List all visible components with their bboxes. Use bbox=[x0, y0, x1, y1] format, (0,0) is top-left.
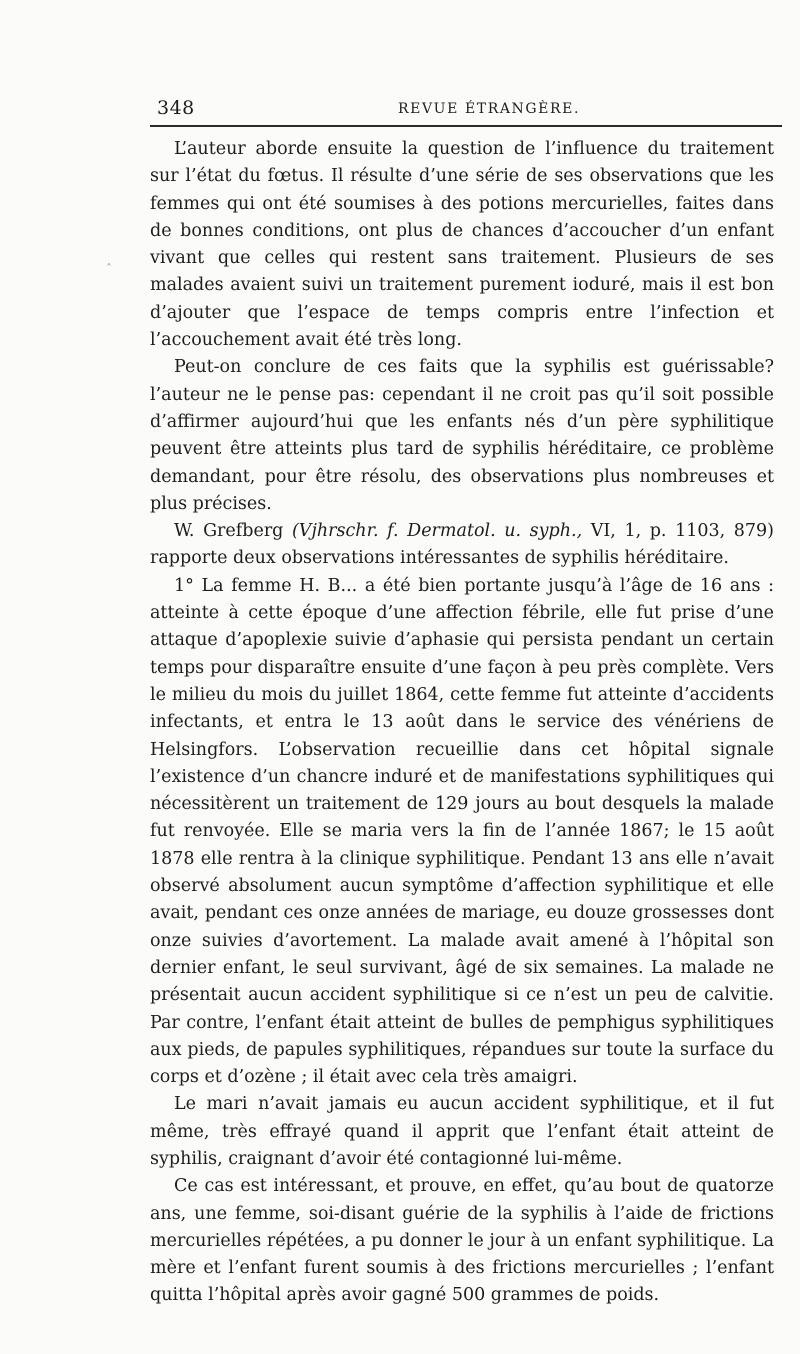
paragraph-curability: Peut-on conclure de ces faits que la syphilis est guérissable? l’auteur ne le pense pas: cependant il ne croit pas qu’il soit possible d’affirmer aujourd’hui que les enfants nés d’un père syphilitique peuvent être atteints plus tard de syphilis héréditaire, ce problème demandant, pour être résolu, des observations plus nombreuses et plus précises. bbox=[150, 357, 774, 514]
journal-title: REVUE ÉTRANGÈRE. bbox=[398, 101, 581, 117]
paragraph-conclusion: Ce cas est intéressant, et prouve, en effet, qu’au bout de quatorze ans, une femme, soi-disant guérie de la syphilis à l’aide de frictions mercurielles répétées, a pu donner le jour à un enfant syphilitique. La mère et l’enfant furent soumis à des frictions mercurielles ; l’enfant quitta l’hôpital après avoir gagné 500 grammes de poids. bbox=[150, 1176, 774, 1306]
running-head bbox=[150, 97, 782, 121]
citation-rest: VI, 1, p. 1103, 879) rapporte deux observations intéressantes de syphilis héréditaire. bbox=[150, 521, 775, 569]
page-number: 348 bbox=[157, 97, 195, 119]
paragraph-influence-treatment: L’auteur aborde ensuite la question de l’influence du traitement sur l’état du fœtus. Il résulte d’une série de ses observations que les femmes qui ont été soumises à des potions mercurielles, faites dans de bonnes conditions, ont plus de chances d’accoucher d’un enfant vivant que celles qui restent sans traitement. Plusieurs de ses malades avaient suivi un traitement purement ioduré, mais il est bon d’ajouter que l’espace de temps compris entre l’infection et l’accouchement avait été très long. bbox=[150, 139, 774, 351]
margin-mark: ˆ bbox=[106, 262, 112, 276]
header-rule bbox=[150, 125, 782, 127]
paragraph-grefberg bbox=[150, 518, 774, 573]
body-text bbox=[150, 136, 774, 1310]
paragraph-case-one: 1° La femme H. B... a été bien portante jusqu’à l’âge de 16 ans : atteinte à cette époque d’une affection fébrile, elle fut prise d’une attaque d’apoplexie suivie d’aphasie qui persista pendant un certain temps pour disparaître ensuite d’une façon à peu près complète. Vers le milieu du mois du juillet 1864, cette femme fut atteinte d’accidents infectants, et entra le 13 août dans le service des vénériens de Helsingfors. L’observation recueillie dans cet hôpital signale l’existence d’un chancre induré et de manifestations syphilitiques qui nécessitèrent un traitement de 129 jours au bout desquels la malade fut renvoyée. Elle se maria vers la fin de l’année 1867; le 15 août 1878 elle rentra à la clinique syphilitique. Pendant 13 ans elle n’avait observé absolument aucun symptôme d’affection syphilitique et elle avait, pendant ces onze années de mariage, eu douze grossesses dont onze suivies d’avortement. La malade avait amené à l’hôpital son dernier enfant, le seul survivant, âgé de six semaines. La malade ne présentait aucun accident syphilitique si ce n’est un peu de calvitie. Par contre, l’enfant était atteint de bulles de pemphigus syphilitiques aux pieds, de papules syphilitiques, répandues sur toute la surface du corps et d’ozène ; il était avec cela très amaigri. bbox=[150, 575, 774, 1088]
paragraph-husband: Le mari n’avait jamais eu aucun accident syphilitique, et il fut même, très effrayé quand il apprit que l’enfant était atteint de syphilis, craignant d’avoir été contagionné lui-même. bbox=[150, 1094, 774, 1169]
author-name: W. Grefberg bbox=[174, 521, 284, 542]
citation: (Vjhrschr. f. Dermatol. u. syph., bbox=[291, 521, 583, 542]
